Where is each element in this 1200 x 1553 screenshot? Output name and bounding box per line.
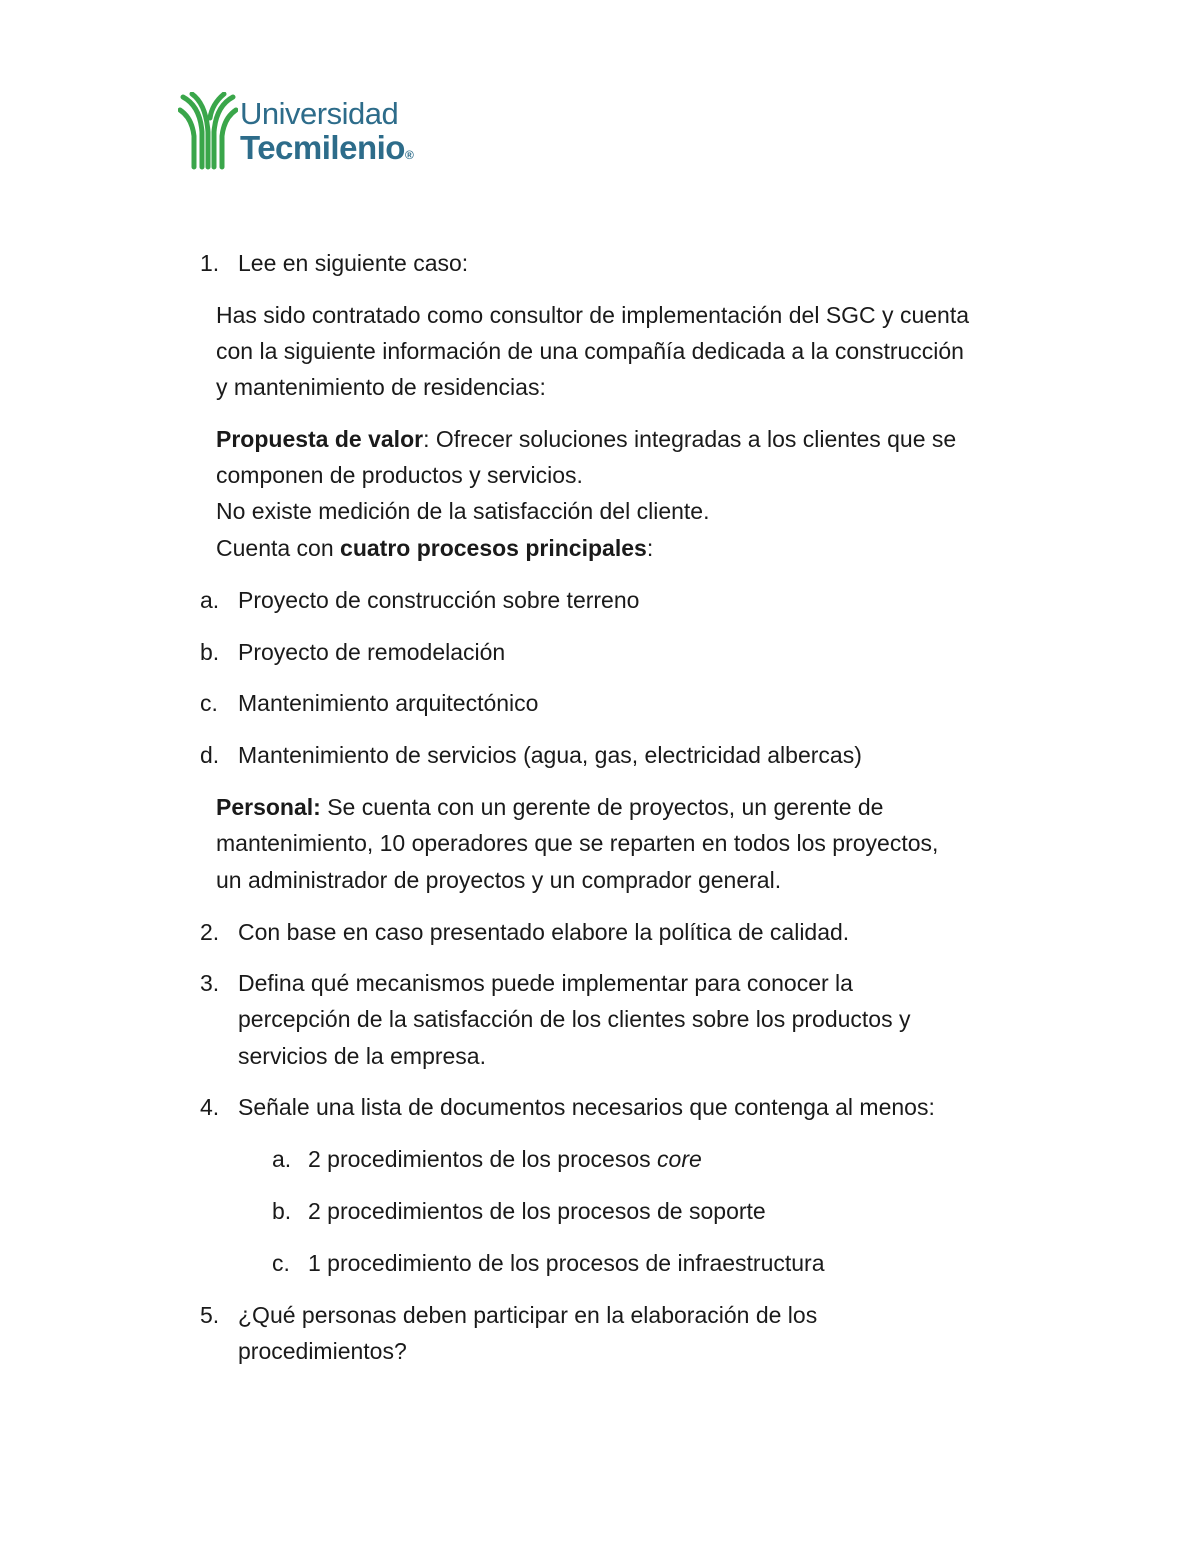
- proceso-item: Mantenimiento arquitectónico: [238, 690, 539, 716]
- personal-line-1: Personal: Se cuenta con un gerente de proyectos, un gerente de: [216, 794, 884, 820]
- proceso-item: Mantenimiento de servicios (agua, gas, electricidad albercas): [238, 742, 862, 768]
- q5-line-2: procedimientos?: [238, 1338, 407, 1364]
- q5-number: 5.: [200, 1302, 220, 1328]
- proceso-item: Proyecto de remodelación: [238, 639, 506, 665]
- q2-number: 2.: [200, 919, 220, 945]
- q1-text: Lee en siguiente caso:: [238, 250, 469, 276]
- q4-sub-item: 1 procedimiento de los procesos de infraestructura: [308, 1250, 825, 1276]
- q3-line-1: Defina qué mecanismos puede implementar para conocer la: [238, 970, 853, 996]
- proceso-letter: a.: [200, 587, 220, 613]
- q3-number: 3.: [200, 970, 220, 996]
- proceso-letter: d.: [200, 742, 220, 768]
- q3-line-3: servicios de la empresa.: [238, 1043, 486, 1069]
- propuesta-line-1: Propuesta de valor: Ofrecer soluciones integradas a los clientes que se: [216, 426, 957, 452]
- q1-number: 1.: [200, 250, 220, 276]
- tecmilenio-leaf-icon: [178, 92, 238, 170]
- propuesta-label: Propuesta de valor: [216, 426, 424, 452]
- intro-line-1: Has sido contratado como consultor de implementación del SGC y cuenta: [216, 302, 970, 328]
- intro-line-2: con la siguiente información de una compañía dedicada a la construcción: [216, 338, 964, 364]
- personal-label: Personal:: [216, 794, 321, 820]
- propuesta-line-2: componen de productos y servicios.: [216, 462, 583, 488]
- intro-line-3: y mantenimiento de residencias:: [216, 374, 546, 400]
- q4-sub-item: 2 procedimientos de los procesos de soporte: [308, 1198, 766, 1224]
- proceso-letter: c.: [200, 690, 218, 716]
- q3-line-2: percepción de la satisfacción de los clientes sobre los productos y: [238, 1006, 911, 1032]
- proceso-item: Proyecto de construcción sobre terreno: [238, 587, 640, 613]
- personal-line-2: mantenimiento, 10 operadores que se reparten en todos los proyectos,: [216, 830, 939, 856]
- q4-sub-item: 2 procedimientos de los procesos core: [308, 1146, 702, 1172]
- q4-number: 4.: [200, 1094, 220, 1120]
- logo-line-tecmilenio: Tecmilenio®: [240, 129, 414, 166]
- q4-text: Señale una lista de documentos necesarios que contenga al menos:: [238, 1094, 935, 1120]
- q4-sub-letter: c.: [272, 1250, 290, 1276]
- university-logo: [178, 92, 414, 172]
- q4-sub-letter: b.: [272, 1198, 292, 1224]
- logo-line-universidad: Universidad: [240, 96, 399, 131]
- propuesta-line-3: No existe medición de la satisfacción del cliente.: [216, 498, 710, 524]
- q4-sub-letter: a.: [272, 1146, 292, 1172]
- q2-text: Con base en caso presentado elabore la política de calidad.: [238, 919, 850, 945]
- personal-line-3: un administrador de proyectos y un comprador general.: [216, 867, 782, 893]
- proceso-letter: b.: [200, 639, 220, 665]
- procesos-principales-bold: cuatro procesos principales: [340, 535, 647, 561]
- propuesta-line-4: Cuenta con cuatro procesos principales:: [216, 535, 654, 561]
- core-italic: core: [657, 1146, 702, 1172]
- q5-line-1: ¿Qué personas deben participar en la elaboración de los: [238, 1302, 818, 1328]
